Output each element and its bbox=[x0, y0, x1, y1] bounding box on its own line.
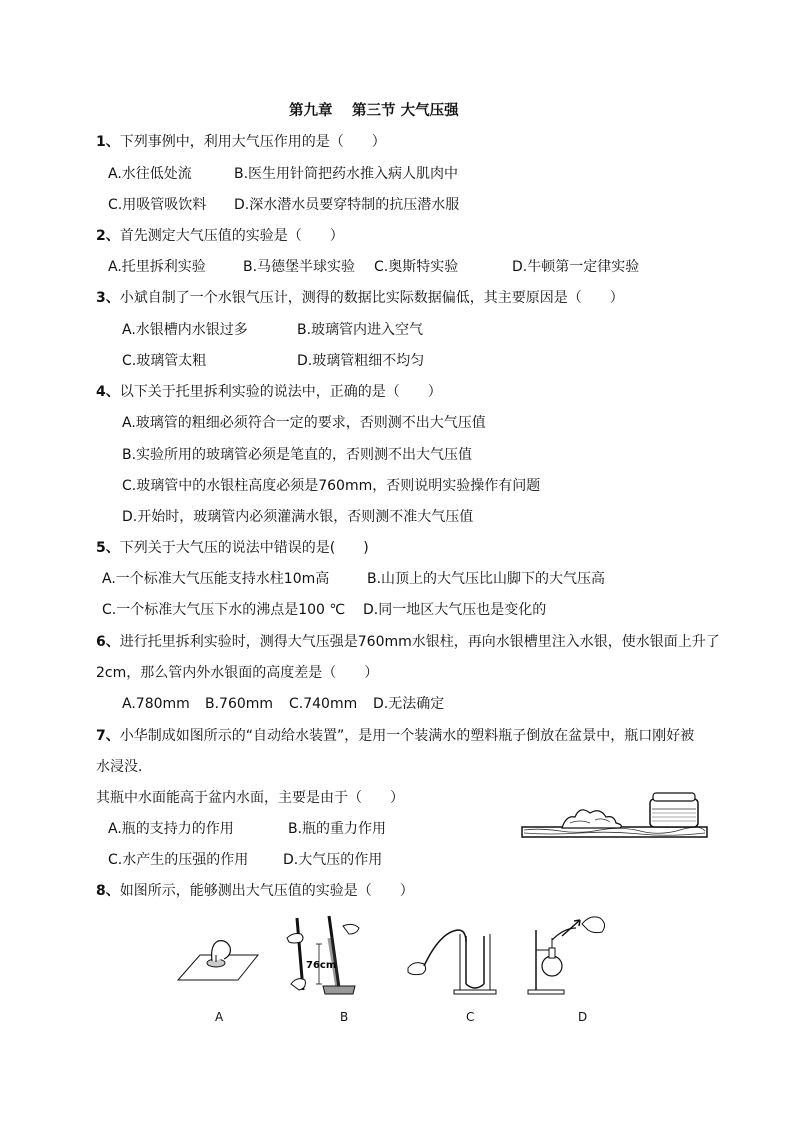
figure-label-c: C bbox=[466, 1010, 475, 1024]
q2-option-d: D.牛顿第一定律实验 bbox=[512, 259, 640, 275]
q4-option-d: D.开始时，玻璃管内必须灌满水银，否则测不准大气压值 bbox=[122, 509, 474, 525]
q3-option-c: C.玻璃管太粗 bbox=[122, 353, 207, 369]
q1-option-a: A.水往低处流 bbox=[108, 166, 192, 182]
figure-label-d: D bbox=[578, 1010, 588, 1024]
question-stem: 小斌自制了一个水银气压计，测得的数据比实际数据偏低，其主要原因是（ ） bbox=[119, 290, 624, 306]
q1-option-b: B.医生用针筒把药水推入病人肌肉中 bbox=[234, 166, 459, 182]
question-8 bbox=[96, 884, 414, 898]
q7-option-b: B.瓶的重力作用 bbox=[288, 821, 387, 837]
q5-option-c: C.一个标准大气压下水的沸点是100 ℃ bbox=[102, 602, 346, 618]
question-stem: 下列事例中，利用大气压作用的是（ ） bbox=[119, 134, 386, 150]
question-stem: 进行托里拆利实验时，测得大气压强是760mm水银柱，再向水银槽里注入水银，使水银面上升了 bbox=[119, 634, 720, 650]
height-label: 76cm bbox=[306, 960, 337, 971]
auto-water-device-figure bbox=[520, 785, 710, 845]
question-number: 5、 bbox=[96, 540, 120, 556]
q2-option-c: C.奥斯特实验 bbox=[374, 259, 459, 275]
question-stem: 下列关于大气压的说法中错误的是( ) bbox=[119, 540, 369, 556]
question-number: 1、 bbox=[96, 134, 120, 150]
q1-option-c: C.用吸管吸饮料 bbox=[108, 197, 207, 213]
q6-option-c: C.740mm bbox=[289, 696, 358, 712]
figure-c-u-tube bbox=[400, 922, 498, 996]
q5-option-d: D.同一地区大气压也是变化的 bbox=[363, 602, 547, 618]
q2-option-a: A.托里拆利实验 bbox=[108, 259, 206, 275]
figure-b-torricelli bbox=[283, 912, 379, 996]
question-number: 7、 bbox=[96, 728, 120, 744]
figure-a-suction-cup bbox=[176, 925, 260, 985]
q4-option-b: B.实验所用的玻璃管必须是笔直的，否则测不出大气压值 bbox=[122, 447, 473, 463]
question-3 bbox=[96, 291, 624, 305]
q3-option-a: A.水银槽内水银过多 bbox=[122, 322, 248, 338]
question-stem: 小华制成如图所示的“自动给水装置”，是用一个装满水的塑料瓶子倒放在盆景中，瓶口刚好被 bbox=[119, 728, 695, 744]
question-number: 4、 bbox=[96, 384, 120, 400]
q6-option-b: B.760mm bbox=[205, 696, 274, 712]
question-6-continued: 2cm，那么管内外水银面的高度差是（ ） bbox=[96, 665, 379, 681]
question-1 bbox=[96, 135, 386, 149]
q5-option-a: A.一个标准大气压能支持水柱10m高 bbox=[102, 571, 330, 587]
q4-option-c: C.玻璃管中的水银柱高度必须是760mm，否则说明实验操作有问题 bbox=[122, 478, 541, 494]
question-stem: 首先测定大气压值的实验是（ ） bbox=[119, 228, 344, 244]
question-number: 8、 bbox=[96, 883, 120, 899]
question-number: 6、 bbox=[96, 634, 120, 650]
question-number: 3、 bbox=[96, 290, 120, 306]
q1-option-d: D.深水潜水员要穿特制的抗压潜水服 bbox=[234, 197, 460, 213]
q4-option-a: A.玻璃管的粗细必须符合一定的要求，否则测不出大气压值 bbox=[122, 415, 486, 431]
question-stem: 以下关于托里拆利实验的说法中，正确的是（ ） bbox=[119, 384, 442, 400]
figure-label-a: A bbox=[215, 1010, 224, 1024]
figure-d-flask bbox=[524, 910, 616, 996]
question-4 bbox=[96, 385, 442, 399]
question-2 bbox=[96, 229, 344, 243]
question-7 bbox=[96, 729, 694, 743]
question-7-stem-3: 其瓶中水面能高于盆内水面，主要是由于（ ） bbox=[96, 790, 404, 806]
q5-option-b: B.山顶上的大气压比山脚下的大气压高 bbox=[367, 571, 606, 587]
q7-option-d: D.大气压的作用 bbox=[283, 852, 383, 868]
q6-option-a: A.780mm bbox=[122, 696, 190, 712]
page-title: 第九章 第三节 大气压强 bbox=[289, 103, 459, 119]
q6-option-d: D.无法确定 bbox=[373, 696, 445, 712]
q2-option-b: B.马德堡半球实验 bbox=[243, 259, 356, 275]
question-6 bbox=[96, 635, 720, 649]
question-stem: 如图所示，能够测出大气压值的实验是（ ） bbox=[119, 883, 414, 899]
question-5 bbox=[96, 541, 369, 555]
q3-option-d: D.玻璃管粗细不均匀 bbox=[297, 353, 425, 369]
figure-label-b: B bbox=[340, 1010, 349, 1024]
question-number: 2、 bbox=[96, 228, 120, 244]
q3-option-b: B.玻璃管内进入空气 bbox=[297, 322, 424, 338]
q7-option-a: A.瓶的支持力的作用 bbox=[108, 821, 234, 837]
q7-option-c: C.水产生的压强的作用 bbox=[108, 852, 249, 868]
question-7-continued: 水浸没． bbox=[96, 759, 152, 775]
